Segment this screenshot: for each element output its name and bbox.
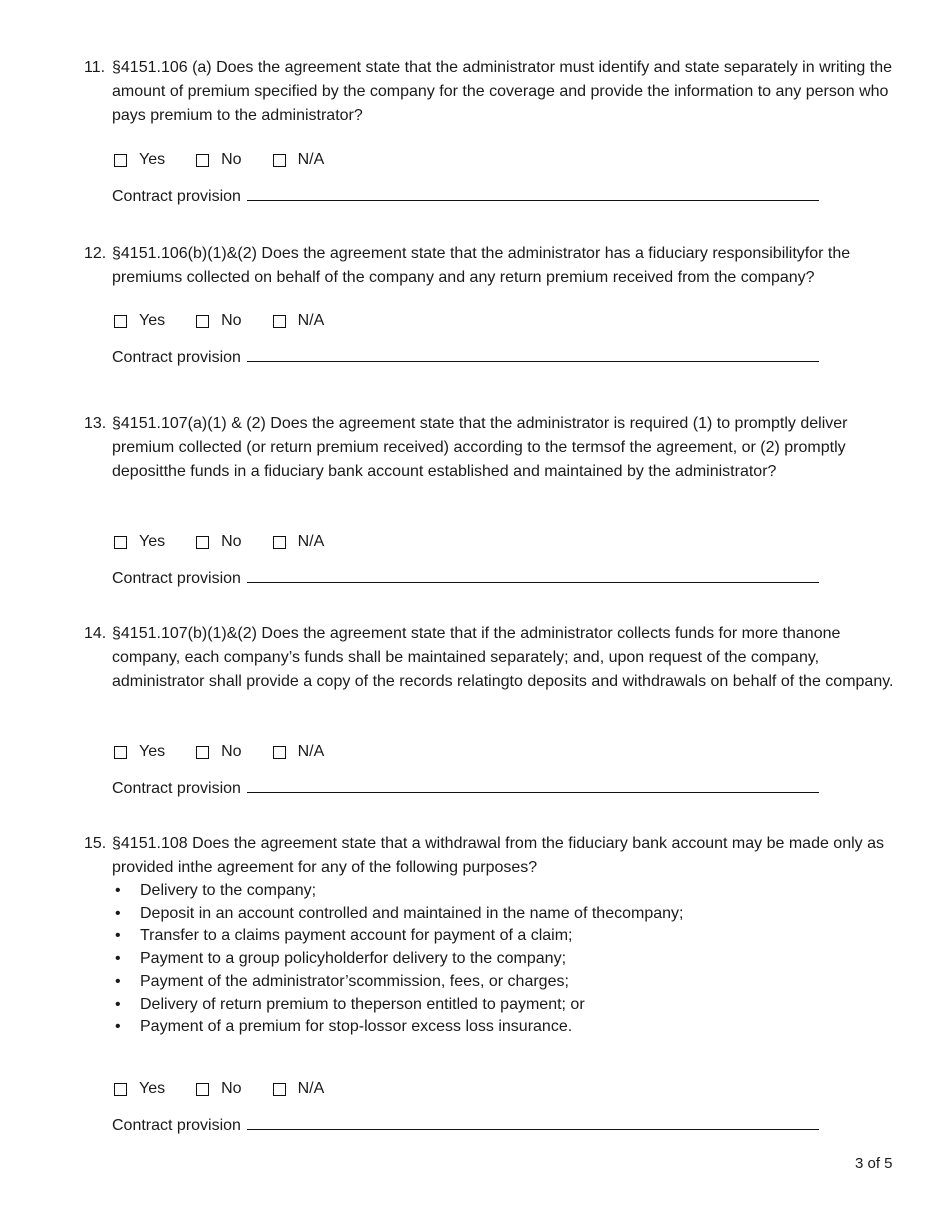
checkbox-yes[interactable] [114,746,127,759]
contract-provision-field[interactable] [247,184,819,201]
purpose-list [84,880,904,1039]
answer-options [114,150,355,170]
option-na-label: N/A [297,312,325,329]
page-number: 3 of 5 [855,1155,893,1172]
option-no[interactable] [196,151,241,169]
list-item [112,971,904,994]
answer-options [114,742,355,762]
contract-provision [112,345,819,367]
question-number: 14. [84,625,107,642]
contract-provision-label: Contract provision [112,349,241,366]
question-number: 15. [84,835,107,852]
checkbox-na[interactable] [273,536,286,549]
question-15 [84,832,904,1134]
contract-provision [112,776,819,798]
option-no-label: No [221,743,242,760]
bullet-icon: • [115,1018,121,1036]
contract-provision-field[interactable] [247,1113,819,1130]
list-item-text: Transfer to a claims payment account for payment of a claim; [140,927,573,945]
list-item-text: Payment of a premium for stop-lossor excess loss insurance. [140,1018,573,1036]
question-12 [84,242,904,366]
contract-provision [112,566,819,588]
option-yes[interactable] [114,533,165,551]
option-yes-label: Yes [139,743,166,760]
checkbox-na[interactable] [273,1083,286,1096]
option-yes[interactable] [114,743,165,761]
contract-provision [112,184,819,206]
option-yes-label: Yes [139,312,166,329]
question-number: 12. [84,245,107,262]
checkbox-na[interactable] [273,154,286,167]
option-na[interactable] [273,1080,325,1098]
option-yes[interactable] [114,312,165,330]
list-item-text: Deposit in an account controlled and maintained in the name of thecompany; [140,904,684,922]
answer-options [114,1079,355,1099]
list-item [112,880,904,903]
bullet-icon: • [115,927,121,945]
list-item [112,1016,904,1039]
checkbox-na[interactable] [273,746,286,759]
bullet-icon: • [115,904,121,922]
contract-provision-label: Contract provision [112,570,241,587]
option-yes-label: Yes [139,151,166,168]
checkbox-no[interactable] [196,154,209,167]
option-no-label: No [221,151,242,168]
question-13 [84,412,904,587]
option-yes[interactable] [114,151,165,169]
answer-options [114,532,355,552]
contract-provision-label: Contract provision [112,780,241,797]
option-yes[interactable] [114,1080,165,1098]
checkbox-no[interactable] [196,536,209,549]
option-na[interactable] [273,743,325,761]
option-na-label: N/A [297,533,325,550]
list-item [112,948,904,971]
list-item-text: Payment to a group policyholderfor delivery to the company; [140,950,567,968]
checkbox-yes[interactable] [114,315,127,328]
bullet-icon: • [115,995,121,1013]
list-item [112,903,904,926]
contract-provision-field[interactable] [247,566,819,583]
option-na-label: N/A [297,1080,325,1097]
question-text: §4151.107(b)(1)&(2) Does the agreement state that if the administrator collects funds for more thanone company, each company’s funds shall be maintained separately; and, upon request of the company, administrator shall provide a copy of the records relatingto deposits and withdrawals on behalf of the company. [112,625,894,690]
option-yes-label: Yes [139,1080,166,1097]
list-item [112,994,904,1017]
option-na-label: N/A [297,743,325,760]
contract-provision-field[interactable] [247,345,819,362]
checkbox-yes[interactable] [114,1083,127,1096]
checkbox-yes[interactable] [114,536,127,549]
checkbox-no[interactable] [196,1083,209,1096]
option-no-label: No [221,312,242,329]
bullet-icon: • [115,950,121,968]
option-no-label: No [221,1080,242,1097]
question-number: 11. [84,59,106,76]
checkbox-no[interactable] [196,746,209,759]
bullet-icon: • [115,972,121,990]
checkbox-na[interactable] [273,315,286,328]
list-item-text: Payment of the administrator’scommission, fees, or charges; [140,972,569,990]
option-yes-label: Yes [139,533,166,550]
option-no[interactable] [196,1080,241,1098]
contract-provision-label: Contract provision [112,1117,241,1134]
option-na[interactable] [273,151,325,169]
option-na[interactable] [273,533,325,551]
list-item [112,925,904,948]
question-11 [84,56,904,205]
option-no[interactable] [196,533,241,551]
contract-provision-label: Contract provision [112,188,241,205]
option-na-label: N/A [297,151,325,168]
checkbox-yes[interactable] [114,154,127,167]
answer-options [114,311,355,331]
question-text: §4151.106(b)(1)&(2) Does the agreement state that the administrator has a fiduciary responsibilityfor the premiums collected on behalf of the company and any return premium received from the company? [112,245,851,286]
question-number: 13. [84,415,107,432]
option-no[interactable] [196,743,241,761]
contract-provision-field[interactable] [247,776,819,793]
list-item-text: Delivery of return premium to theperson entitled to payment; or [140,995,585,1013]
checkbox-no[interactable] [196,315,209,328]
list-item-text: Delivery to the company; [140,882,317,899]
question-text: §4151.107(a)(1) & (2) Does the agreement state that the administrator is required (1) to promptly deliver premium collected (or return premium received) according to the termsof the agreement, or (2) promptly depositthe funds in a fiduciary bank account established and maintained by the administrator? [112,415,848,480]
option-no-label: No [221,533,242,550]
question-14 [84,622,904,797]
question-text: §4151.106 (a) Does the agreement state that the administrator must identify and state separately in writing the amount of premium specified by the company for the coverage and provide the information to any person who pays premium to the administrator? [112,59,892,124]
option-na[interactable] [273,312,325,330]
option-no[interactable] [196,312,241,330]
contract-provision [112,1113,819,1135]
question-text: §4151.108 Does the agreement state that a withdrawal from the fiduciary bank account may be made only as provided inthe agreement for any of the following purposes? [112,835,884,876]
bullet-icon: • [115,882,121,899]
